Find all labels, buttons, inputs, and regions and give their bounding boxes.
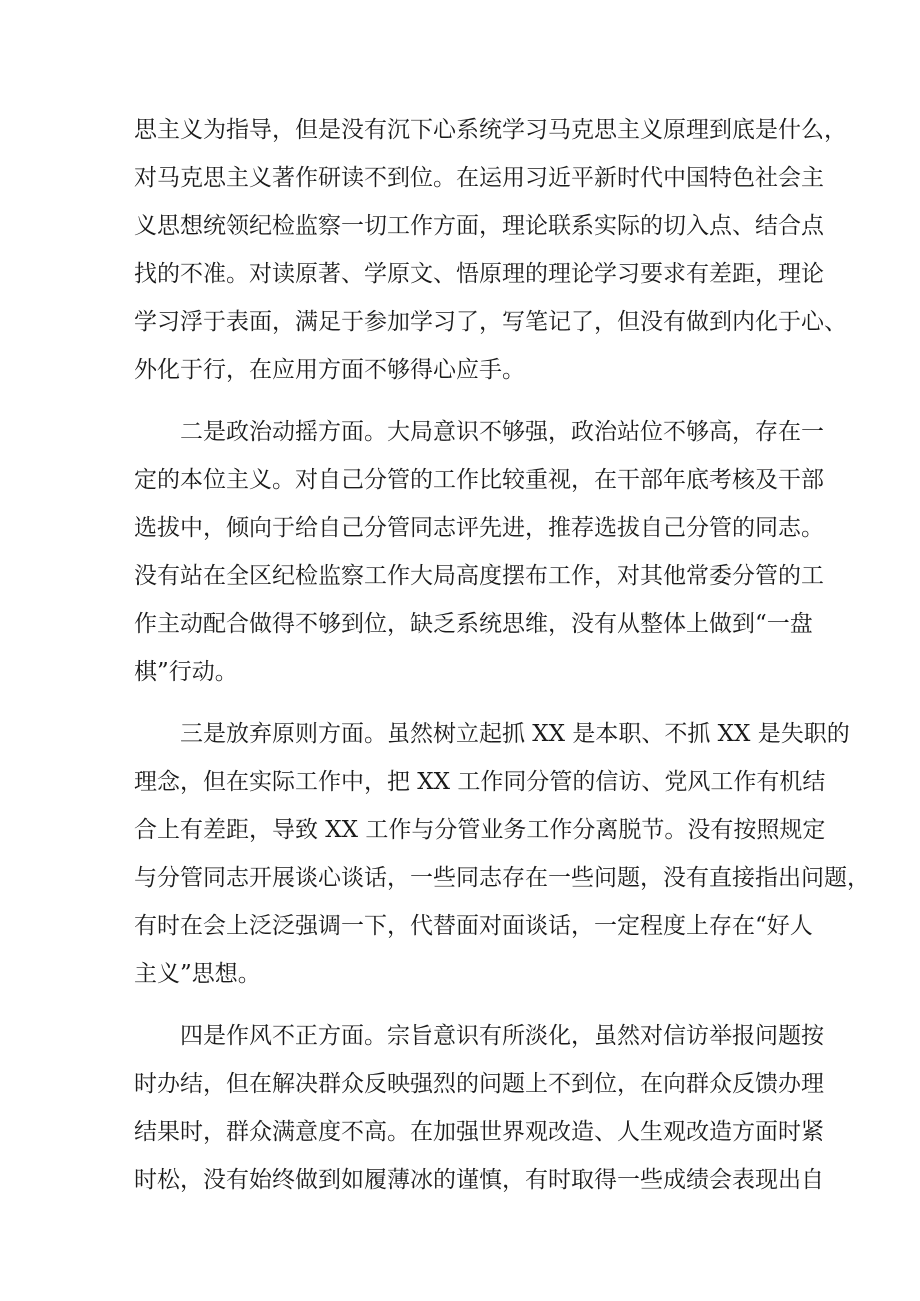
text-line: 时松，没有始终做到如履薄冰的谨慎，有时取得一些成绩会表现出自 [134, 1167, 824, 1193]
text-line: 没有站在全区纪检监察工作大局高度摆布工作，对其他常委分管的工 [134, 563, 824, 589]
text-line: 合上有差距，导致 XX 工作与分管业务工作分离脱节。没有按照规定 [134, 817, 826, 843]
text-line: 思主义为指导，但是没有沉下心系统学习马克思主义原理到底是什么， [134, 117, 847, 143]
paragraph-1 [134, 106, 847, 394]
text-line: 理念，但在实际工作中，把 XX 工作同分管的信访、党风工作有机结 [134, 769, 826, 795]
text-line: 作主动配合做得不够到位，缺乏系统思维，没有从整体上做到“一盘 [134, 611, 813, 637]
text-line: 主义”思想。 [134, 961, 261, 987]
text-line: 外化于行，在应用方面不够得心应手。 [134, 357, 525, 383]
text-line: 棋”行动。 [134, 659, 238, 685]
text-line: 对马克思主义著作研读不到位。在运用习近平新时代中国特色社会主 [134, 165, 824, 191]
paragraph-3 [134, 710, 870, 998]
text-line: 与分管同志开展谈心谈话，一些同志存在一些问题，没有直接指出问题， [134, 865, 870, 891]
text-line: 义思想统领纪检监察一切工作方面，理论联系实际的切入点、结合点 [134, 213, 824, 239]
text-line: 二是政治动摇方面。大局意识不够强，政治站位不够高，存在一 [134, 419, 824, 445]
paragraph-4 [134, 1012, 824, 1204]
document-body [134, 106, 870, 1204]
text-line: 定的本位主义。对自己分管的工作比较重视，在干部年底考核及干部 [134, 467, 824, 493]
text-line: 四是作风不正方面。宗旨意识有所淡化，虽然对信访举报问题按 [134, 1023, 824, 1049]
text-line: 找的不准。对读原著、学原文、悟原理的理论学习要求有差距，理论 [134, 261, 824, 287]
text-line: 时办结，但在解决群众反映强烈的问题上不到位，在向群众反馈办理 [134, 1071, 824, 1097]
text-line: 有时在会上泛泛强调一下，代替面对面谈话，一定程度上存在“好人 [134, 913, 813, 939]
paragraph-2 [134, 408, 824, 696]
text-line: 选拔中，倾向于给自己分管同志评先进，推荐选拔自己分管的同志。 [134, 515, 824, 541]
text-line: 学习浮于表面，满足于参加学习了，写笔记了，但没有做到内化于心、 [134, 309, 847, 335]
text-line: 结果时，群众满意度不高。在加强世界观改造、人生观改造方面时紧 [134, 1119, 824, 1145]
text-line: 三是放弃原则方面。虽然树立起抓 XX 是本职、不抓 XX 是失职的 [134, 721, 850, 747]
